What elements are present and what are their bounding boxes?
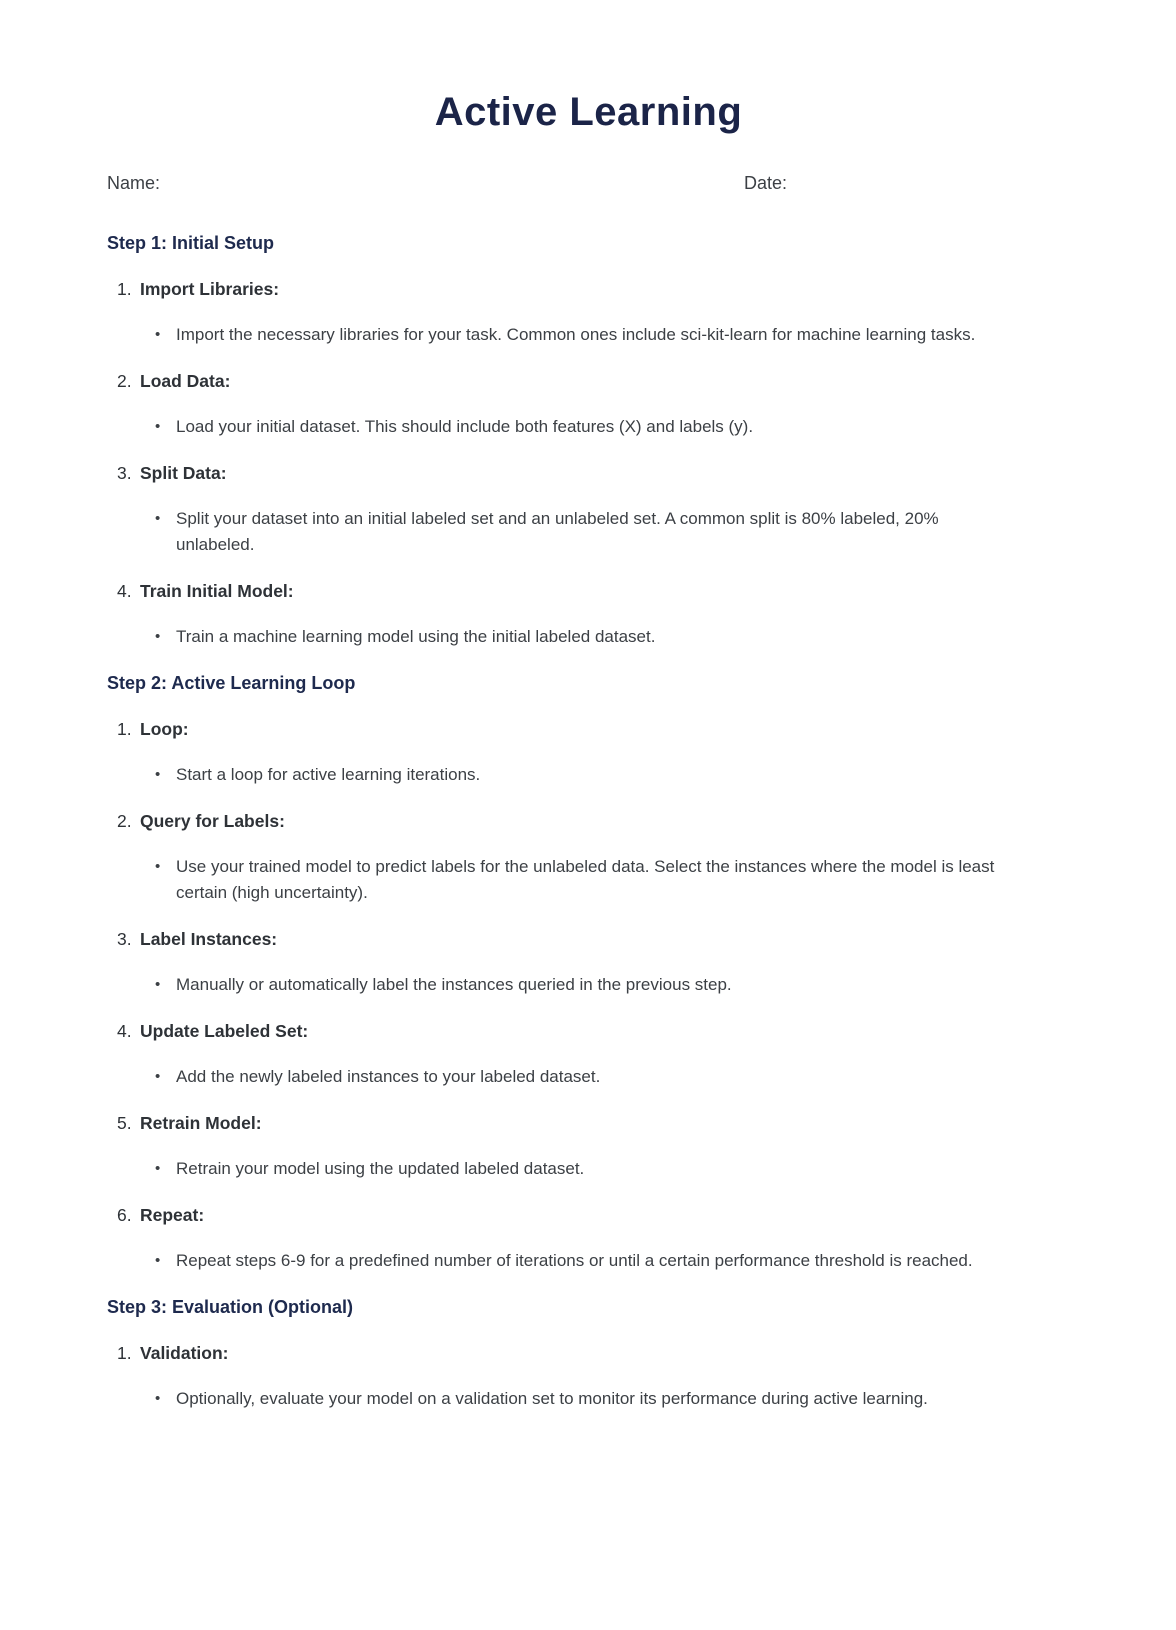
section-heading: Step 2: Active Learning Loop [107, 673, 356, 693]
bullet-item [107, 414, 1070, 440]
item-number: 4. [117, 581, 132, 601]
bullet-text: Repeat steps 6-9 for a predefined number of iterations or until a certain performance threshold is reached. [176, 1251, 973, 1270]
document-sections [107, 230, 1070, 1412]
numbered-item [107, 926, 1070, 952]
bullet-icon: • [155, 628, 161, 645]
numbered-item [107, 276, 1070, 302]
numbered-item [107, 460, 1070, 486]
bullet-text: Use your trained model to predict labels for the unlabeled data. Select the instances where the model is least certain (high uncertainty). [176, 857, 995, 902]
bullet-item [107, 1386, 1070, 1412]
date-field-label: Date: [744, 173, 788, 193]
bullet-icon: • [155, 1390, 161, 1407]
item-label: Split Data: [140, 463, 227, 483]
page-title: Active Learning [434, 90, 743, 134]
item-label: Loop: [140, 719, 189, 739]
bullet-icon: • [155, 976, 161, 993]
item-number: 3. [117, 463, 132, 483]
bullet-item [107, 506, 1070, 558]
item-number: 2. [117, 811, 132, 831]
item-label: Train Initial Model: [140, 581, 294, 601]
bullet-text: Manually or automatically label the instances queried in the previous step. [176, 975, 732, 994]
bullet-item [107, 854, 1070, 906]
bullet-item [107, 322, 1070, 348]
item-number: 5. [117, 1113, 132, 1133]
bullet-text: Train a machine learning model using the initial labeled dataset. [176, 627, 656, 646]
item-number: 4. [117, 1021, 132, 1041]
bullet-icon: • [155, 1252, 161, 1269]
numbered-item [107, 1340, 1070, 1366]
bullet-icon: • [155, 510, 161, 527]
bullet-icon: • [155, 1068, 161, 1085]
numbered-item [107, 808, 1070, 834]
name-date-row [107, 172, 1070, 194]
section [107, 1294, 1070, 1412]
bullet-text: Import the necessary libraries for your task. Common ones include sci-kit-learn for machine learning tasks. [176, 325, 976, 344]
bullet-icon: • [155, 766, 161, 783]
bullet-icon: • [155, 326, 161, 343]
numbered-item [107, 368, 1070, 394]
item-number: 2. [117, 371, 132, 391]
item-label: Label Instances: [140, 929, 278, 949]
bullet-text: Optionally, evaluate your model on a validation set to monitor its performance during active learning. [176, 1389, 928, 1408]
section-heading: Step 3: Evaluation (Optional) [107, 1297, 354, 1317]
bullet-icon: • [155, 418, 161, 435]
item-number: 1. [117, 279, 132, 299]
numbered-item [107, 1110, 1070, 1136]
item-number: 6. [117, 1205, 132, 1225]
bullet-item [107, 972, 1070, 998]
item-label: Update Labeled Set: [140, 1021, 309, 1041]
numbered-item [107, 1018, 1070, 1044]
section [107, 230, 1070, 650]
bullet-text: Retrain your model using the updated labeled dataset. [176, 1159, 585, 1178]
section [107, 670, 1070, 1274]
bullet-icon: • [155, 1160, 161, 1177]
bullet-text: Split your dataset into an initial labeled set and an unlabeled set. A common split is 80% labeled, 20% unlabeled. [176, 509, 939, 554]
numbered-item [107, 716, 1070, 742]
item-number: 1. [117, 1343, 132, 1363]
bullet-item [107, 624, 1070, 650]
item-number: 1. [117, 719, 132, 739]
item-number: 3. [117, 929, 132, 949]
bullet-text: Start a loop for active learning iterations. [176, 765, 481, 784]
bullet-item [107, 762, 1070, 788]
item-label: Retrain Model: [140, 1113, 262, 1133]
bullet-icon: • [155, 858, 161, 875]
bullet-text: Add the newly labeled instances to your labeled dataset. [176, 1067, 601, 1086]
bullet-item [107, 1156, 1070, 1182]
item-label: Query for Labels: [140, 811, 285, 831]
bullet-text: Load your initial dataset. This should include both features (X) and labels (y). [176, 417, 754, 436]
bullet-item [107, 1064, 1070, 1090]
numbered-item [107, 1202, 1070, 1228]
item-label: Import Libraries: [140, 279, 280, 299]
item-label: Repeat: [140, 1205, 205, 1225]
numbered-item [107, 578, 1070, 604]
name-field-label: Name: [107, 173, 161, 193]
item-label: Load Data: [140, 371, 231, 391]
section-heading: Step 1: Initial Setup [107, 233, 275, 253]
item-label: Validation: [140, 1343, 229, 1363]
bullet-item [107, 1248, 1070, 1274]
